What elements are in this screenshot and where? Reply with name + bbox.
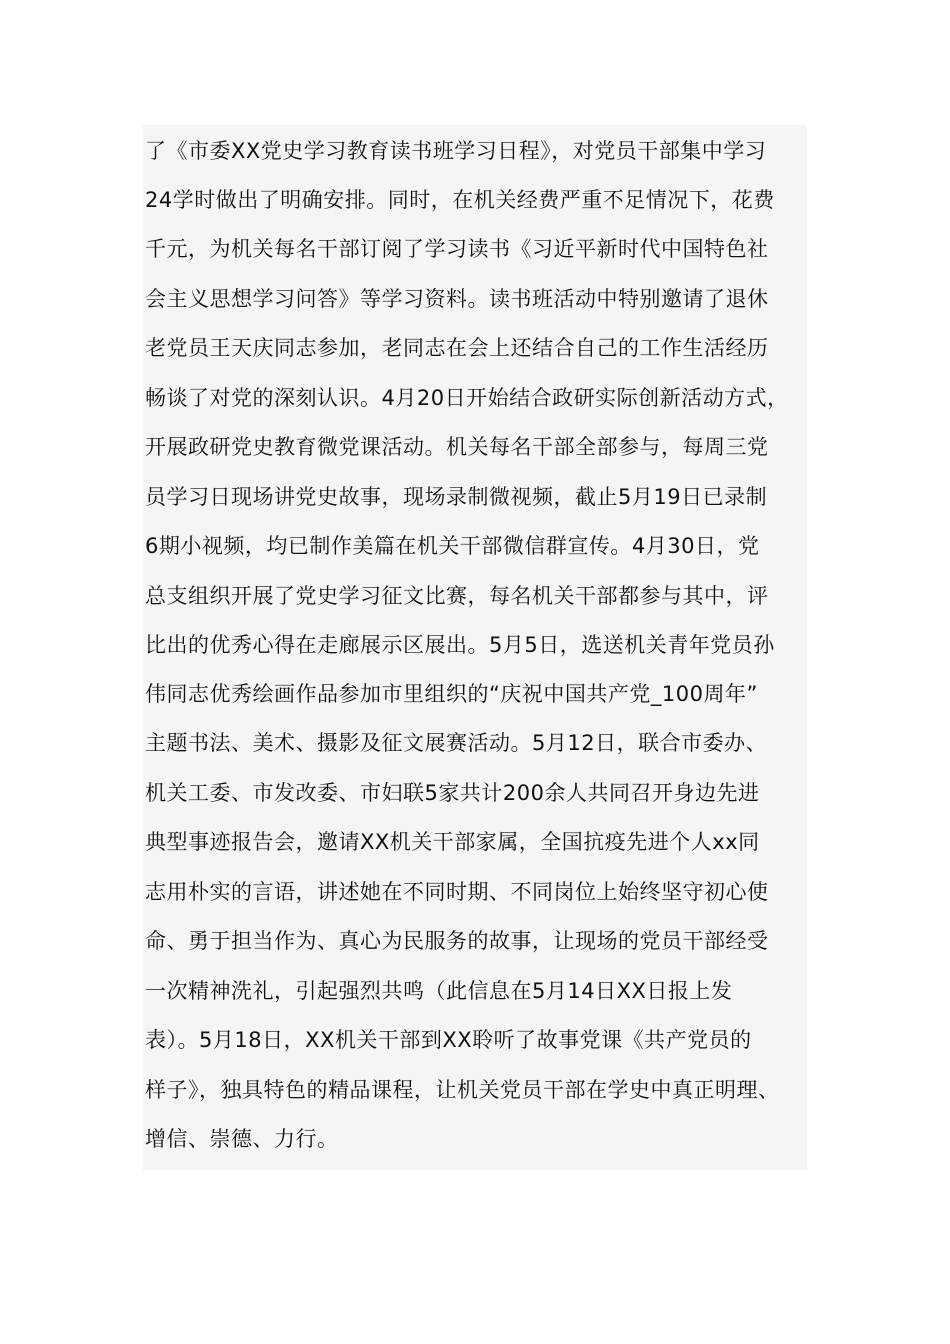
paragraph-line-10: 总支组织开展了党史学习征文比赛，每名机关干部都参与其中，评	[145, 584, 769, 608]
paragraph-line-6: 畅谈了对党的深刻认识。4月20日开始结合政研实际创新活动方式，	[145, 386, 789, 410]
paragraph-line-9: 6期小视频，均已制作美篇在机关干部微信群宣传。4月30日，党	[145, 534, 760, 558]
paragraph-line-18: 一次精神洗礼，引起强烈共鸣（此信息在5月14日XX日报上发	[145, 979, 733, 1003]
paragraph-line-11: 比出的优秀心得在走廊展示区展出。5月5日，选送机关青年党员孙	[145, 633, 775, 657]
paragraph-line-3: 千元，为机关每名干部订阅了学习读书《习近平新时代中国特色社	[145, 237, 769, 261]
paragraph-line-7: 开展政研党史教育微党课活动。机关每名干部全部参与，每周三党	[145, 435, 769, 459]
paragraph-line-17: 命、勇于担当作为、真心为民服务的故事，让现场的党员干部经受	[145, 929, 769, 953]
paragraph-line-12: 伟同志优秀绘画作品参加市里组织的“庆祝中国共产党_100周年”	[145, 682, 758, 706]
paragraph-line-4: 会主义思想学习问答》等学习资料。读书班活动中特别邀请了退休	[145, 287, 769, 311]
paragraph-line-16: 志用朴实的言语，讲述她在不同时期、不同岗位上始终坚守初心使	[145, 880, 769, 904]
paragraph-line-13: 主题书法、美术、摄影及征文展赛活动。5月12日，联合市委办、	[145, 731, 768, 755]
paragraph-line-5: 老党员王天庆同志参加，老同志在会上还结合自己的工作生活经历	[145, 336, 769, 360]
paragraph-line-14: 机关工委、市发改委、市妇联5家共计200余人共同召开身边先进	[145, 781, 760, 805]
paragraph-line-19: 表）。5月18日，XX机关干部到XX聆听了故事党课《共产党员的	[145, 1028, 752, 1052]
paragraph-line-15: 典型事迹报告会，邀请XX机关干部家属，全国抗疫先进个人xx同	[145, 830, 760, 854]
paragraph-line-21: 增信、崇德、力行。	[145, 1127, 339, 1151]
paragraph-line-20: 样子》，独具特色的精品课程，让机关党员干部在学史中真正明理、	[145, 1078, 780, 1102]
paragraph-line-8: 员学习日现场讲党史故事，现场录制微视频，截止5月19日已录制	[145, 485, 768, 509]
paragraph-line-1: 了《市委XX党史学习教育读书班学习日程》，对党员干部集中学习	[145, 139, 767, 163]
paragraph-line-2: 24学时做出了明确安排。同时，在机关经费严重不足情况下，花费	[145, 188, 775, 212]
